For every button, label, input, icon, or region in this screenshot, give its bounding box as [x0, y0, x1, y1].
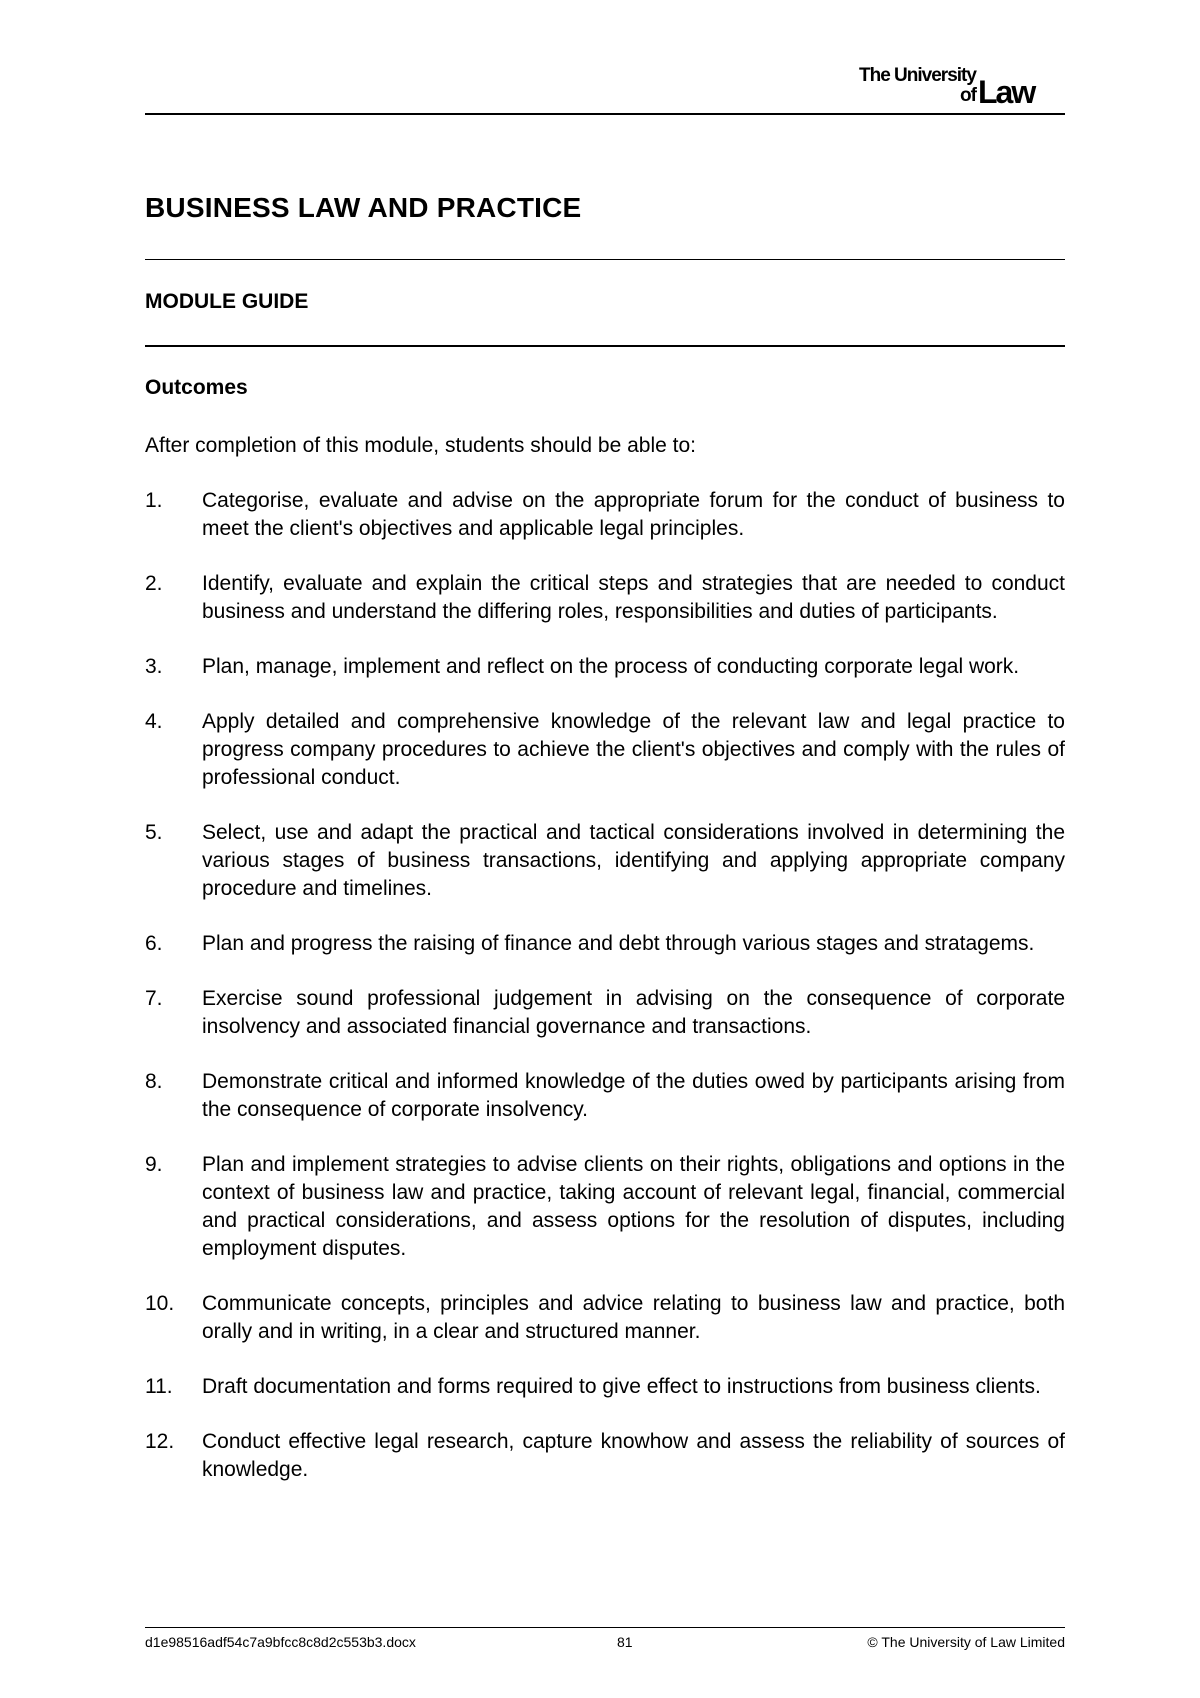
outcome-number: 6.: [145, 932, 163, 955]
outcome-item: [145, 653, 1065, 681]
outcome-number: 4.: [145, 710, 163, 733]
outcome-item: [145, 930, 1065, 958]
footer-rule: [145, 1627, 1065, 1628]
outcome-item: [145, 985, 1065, 1041]
logo-line-university: The University: [859, 65, 976, 86]
outcome-item: [145, 1428, 1065, 1484]
outcome-text: Categorise, evaluate and advise on the appropriate forum for the conduct of business to meet the client's objectives and applicable legal principles.: [202, 489, 1065, 540]
outcome-item: [145, 487, 1065, 543]
outcome-text: Conduct effective legal research, capture knowhow and assess the reliability of sources of knowledge.: [202, 1430, 1065, 1481]
document-subtitle: MODULE GUIDE: [145, 290, 309, 313]
outcome-text: Plan, manage, implement and reflect on the process of conducting corporate legal work.: [202, 655, 1020, 678]
outcome-item: [145, 1068, 1065, 1124]
outcome-item: [145, 1151, 1065, 1263]
outcome-text: Demonstrate critical and informed knowledge of the duties owed by participants arising from the consequence of corporate insolvency.: [202, 1070, 1065, 1121]
intro-paragraph: After completion of this module, students should be able to:: [145, 434, 696, 457]
document-title: BUSINESS LAW AND PRACTICE: [145, 192, 582, 223]
outcome-number: 10.: [145, 1292, 175, 1315]
outcome-number: 8.: [145, 1070, 163, 1093]
outcome-number: 11.: [145, 1375, 173, 1398]
outcome-number: 7.: [145, 987, 163, 1010]
outcome-text: Apply detailed and comprehensive knowledge of the relevant law and legal practice to progress company procedures to achieve the client's objectives and comply with the rules of professional conduct.: [202, 710, 1065, 789]
logo-line-of: of: [960, 85, 976, 106]
outcomes-list: [145, 487, 1065, 1511]
footer-copyright: © The University of Law Limited: [867, 1634, 1065, 1650]
outcome-number: 9.: [145, 1153, 163, 1176]
outcome-item: [145, 570, 1065, 626]
section-heading: Outcomes: [145, 376, 248, 399]
subtitle-rule: [145, 345, 1065, 347]
outcome-number: 12.: [145, 1430, 175, 1453]
logo-line-law: Law: [978, 74, 1035, 110]
outcome-number: 3.: [145, 655, 163, 678]
outcome-item: [145, 1373, 1065, 1401]
outcome-number: 5.: [145, 821, 163, 844]
outcome-item: [145, 819, 1065, 903]
outcome-text: Identify, evaluate and explain the critical steps and strategies that are needed to conduct business and understand the differing roles, responsibilities and duties of participants.: [202, 572, 1065, 623]
outcome-text: Communicate concepts, principles and advice relating to business law and practice, both orally and in writing, in a clear and structured manner.: [202, 1292, 1065, 1343]
university-of-law-logo: [859, 65, 1064, 110]
outcome-text: Plan and implement strategies to advise clients on their rights, obligations and options in the context of business law and practice, taking account of relevant legal, financial, commercial and practical considerations, and assess options for the resolution of disputes, including employment disputes.: [202, 1153, 1065, 1260]
header-rule: [145, 113, 1065, 115]
title-rule: [145, 259, 1065, 260]
outcome-number: 1.: [145, 489, 163, 512]
footer-page-number: 81: [617, 1634, 633, 1650]
outcome-number: 2.: [145, 572, 163, 595]
outcome-text: Exercise sound professional judgement in advising on the consequence of corporate insolvency and associated financial governance and transactions.: [202, 987, 1065, 1038]
footer-filename: d1e98516adf54c7a9bfcc8c8d2c553b3.docx: [145, 1634, 416, 1650]
outcome-item: [145, 708, 1065, 792]
outcome-text: Draft documentation and forms required to give effect to instructions from business clients.: [202, 1375, 1041, 1398]
outcome-text: Plan and progress the raising of finance and debt through various stages and stratagems.: [202, 932, 1035, 955]
outcome-text: Select, use and adapt the practical and tactical considerations involved in determining the various stages of business transactions, identifying and applying appropriate company procedure and timelines.: [202, 821, 1065, 900]
outcome-item: [145, 1290, 1065, 1346]
